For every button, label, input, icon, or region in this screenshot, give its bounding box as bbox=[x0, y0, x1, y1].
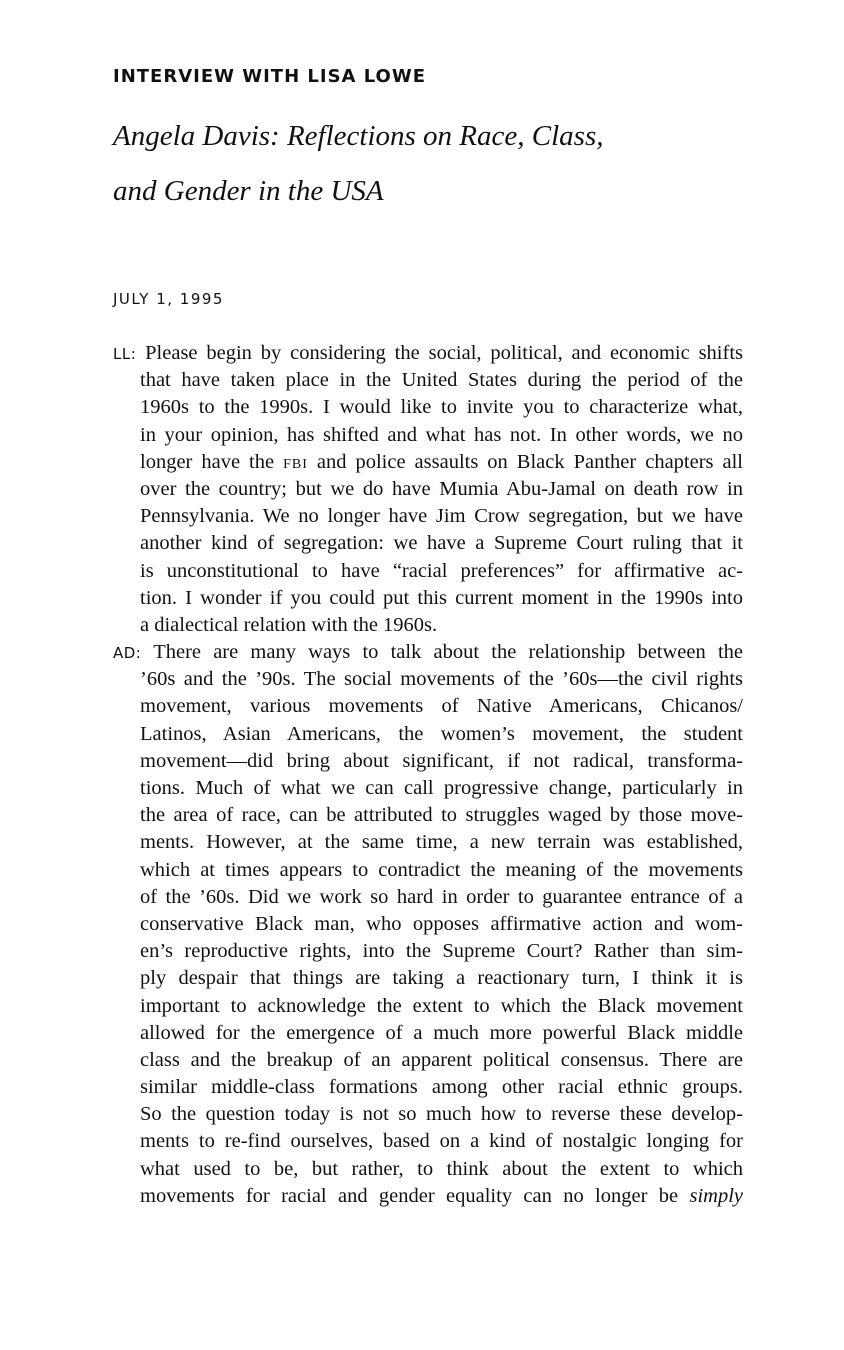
line-text: longer have the bbox=[140, 450, 284, 473]
paragraph-line: what used to be, but rather, to think about the extent to which bbox=[140, 1157, 743, 1180]
paragraph-line: class and the breakup of an apparent political consensus. There are bbox=[140, 1048, 743, 1071]
line-text: movements for racial and gender equality can no longer be bbox=[140, 1184, 690, 1207]
paragraph-line: similar middle-class formations among other racial ethnic groups. bbox=[140, 1076, 743, 1099]
speaker-label-ll: LL: bbox=[113, 345, 137, 363]
paragraph-line bbox=[113, 639, 743, 666]
paragraph-line: movement, various movements of Native Americans, Chicanos/ bbox=[140, 695, 743, 718]
paragraph-line: in your opinion, has shifted and what has not. In other words, we no bbox=[140, 423, 743, 446]
paragraph-line: over the country; but we do have Mumia Abu-Jamal on death row in bbox=[140, 477, 743, 500]
emphasis-simply: simply bbox=[689, 1184, 743, 1207]
paragraph-line: important to acknowledge the extent to which the Black movement bbox=[140, 994, 743, 1017]
paragraph-line: of the ’60s. Did we work so hard in order to guarantee entrance of a bbox=[140, 885, 743, 908]
paragraph-line: that have taken place in the United States during the period of the bbox=[140, 369, 743, 392]
paragraph-line: ments to re-find ourselves, based on a kind of nostalgic longing for bbox=[140, 1130, 743, 1153]
paragraph-line: en’s reproductive rights, into the Supreme Court? Rather than sim- bbox=[140, 940, 743, 963]
paragraph-line: another kind of segregation: we have a Supreme Court ruling that it bbox=[140, 532, 743, 555]
paragraph-line: allowed for the emergence of a much more powerful Black middle bbox=[140, 1021, 743, 1044]
interview-date: JULY 1, 1995 bbox=[113, 290, 224, 308]
paragraph-line: movement—did bring about significant, if not radical, transforma- bbox=[140, 749, 743, 772]
article-title-line-1: Angela Davis: Reflections on Race, Class, bbox=[113, 120, 604, 152]
paragraph-line: ments. However, at the same time, a new terrain was established, bbox=[140, 831, 743, 854]
paragraph-line: the area of race, can be attributed to struggles waged by those move- bbox=[140, 804, 743, 827]
paragraph-line bbox=[113, 340, 743, 367]
paragraph-line: ’60s and the ’90s. The social movements of the ’60s—the civil rights bbox=[140, 668, 743, 691]
paragraph-line bbox=[113, 1183, 743, 1210]
paragraph-line: a dialectical relation with the 1960s. bbox=[140, 613, 438, 636]
paragraph-line: conservative Black man, who opposes affirmative action and wom- bbox=[140, 912, 743, 935]
speaker-label-ad: AD: bbox=[113, 644, 142, 663]
line-text: Please begin by considering the social, political, and economic shifts bbox=[145, 342, 744, 364]
article-title-line-2: and Gender in the USA bbox=[113, 175, 384, 207]
paragraph-line: So the question today is not so much how to reverse these develop- bbox=[140, 1103, 743, 1126]
line-text: There are many ways to talk about the relationship between the bbox=[153, 641, 743, 664]
interview-body bbox=[113, 340, 743, 1210]
paragraph-line: 1960s to the 1990s. I would like to invite you to characterize what, bbox=[140, 396, 743, 419]
paragraph-line: Pennsylvania. We no longer have Jim Crow segregation, but we have bbox=[140, 505, 743, 528]
paragraph-line: Latinos, Asian Americans, the women’s movement, the student bbox=[140, 722, 743, 745]
paragraph-line: is unconstitutional to have “racial preferences” for affirmative ac- bbox=[140, 559, 743, 582]
paragraph-line: tion. I wonder if you could put this current moment in the 1990s into bbox=[140, 586, 743, 609]
paragraph-line: tions. Much of what we can call progressive change, particularly in bbox=[140, 777, 743, 799]
paragraph-line: which at times appears to contradict the meaning of the movements bbox=[140, 858, 743, 881]
line-text: and police assaults on Black Panther chapters all bbox=[307, 450, 743, 473]
interview-kicker: INTERVIEW WITH LISA LOWE bbox=[113, 66, 427, 87]
paragraph-line: ply despair that things are taking a reactionary turn, I think it is bbox=[140, 967, 743, 990]
fbi-abbreviation: FBI bbox=[283, 456, 308, 472]
paragraph-line bbox=[113, 449, 743, 476]
